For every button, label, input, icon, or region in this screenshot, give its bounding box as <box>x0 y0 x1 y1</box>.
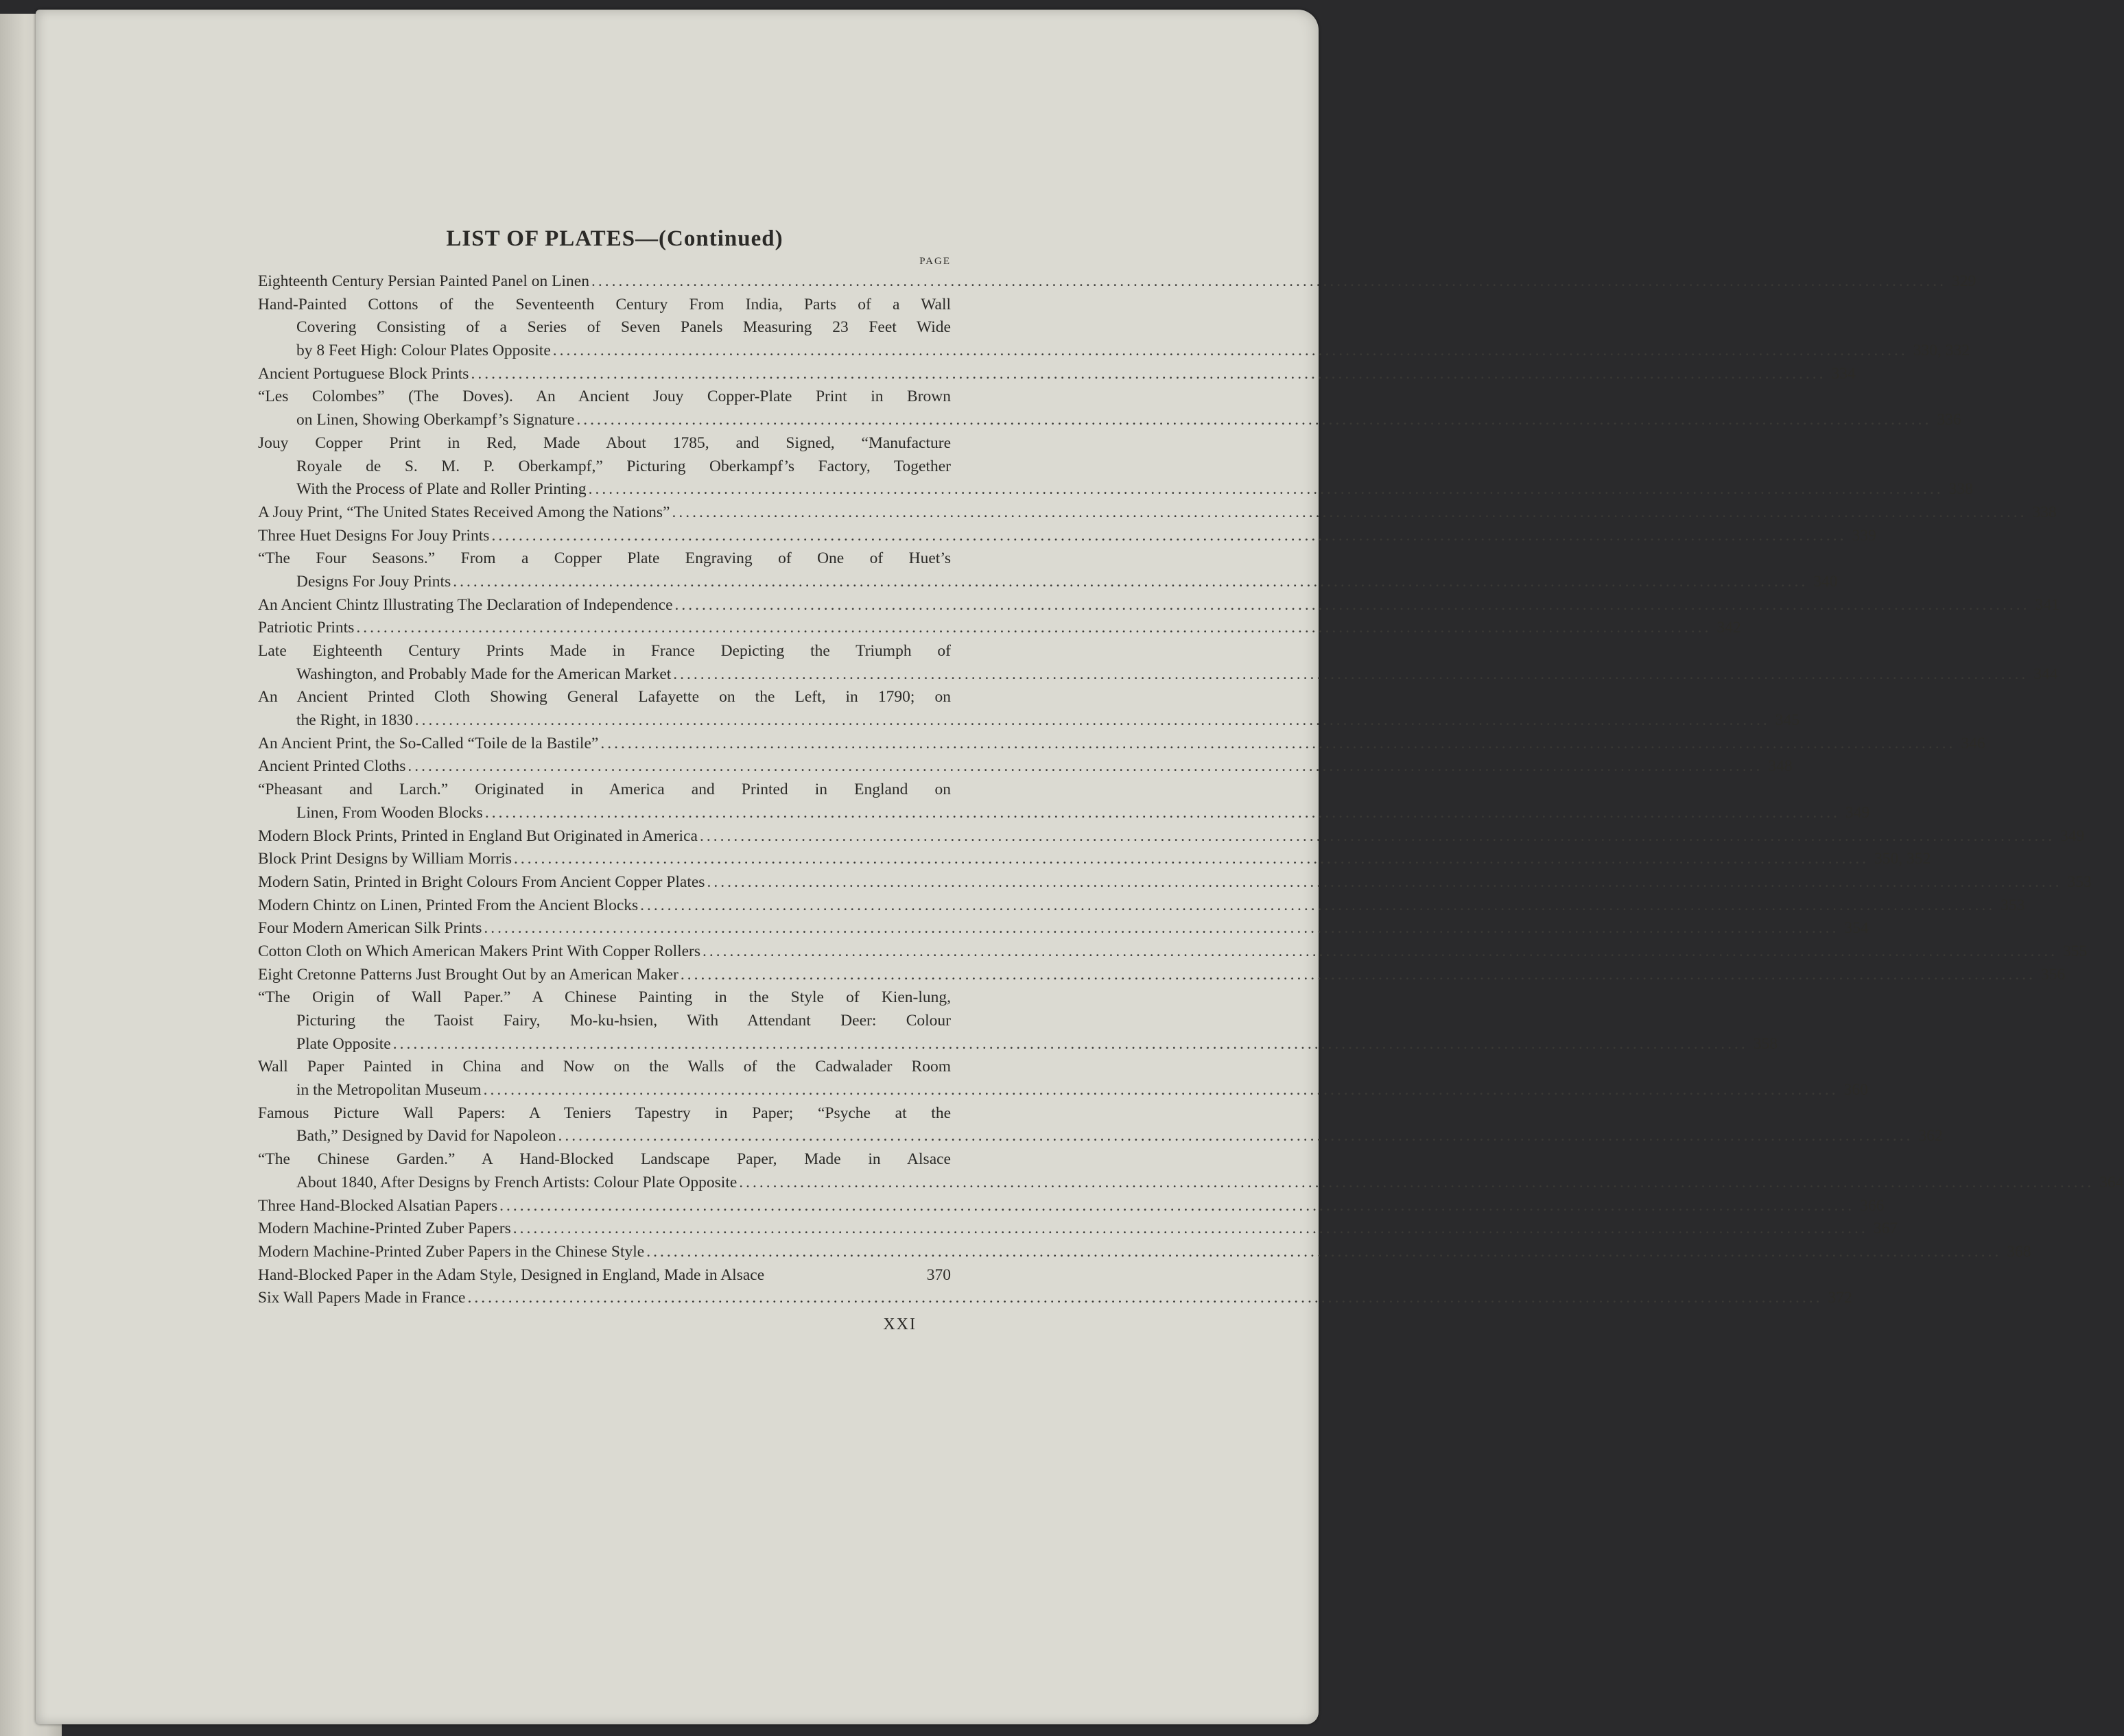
dot-leader: ........................................................................................................................................................................................................ <box>588 480 1944 499</box>
plate-entry-line <box>258 432 951 455</box>
plate-entry-text: Block Print Designs by William Morris <box>258 850 512 868</box>
plate-entry-line <box>258 525 1876 548</box>
plate-entry-line <box>258 1102 951 1126</box>
plate-entry-text: Ancient Printed Cloths <box>258 757 406 776</box>
dot-leader: ........................................................................................................................................................................................................ <box>392 1034 1748 1053</box>
plate-entry-text: An Ancient Chintz Illustrating The Declaration of Independence <box>258 595 673 614</box>
plate-page-number: 329 <box>1951 272 1976 290</box>
dot-leader: ........................................................................................................................................................................................................ <box>703 942 2058 960</box>
plate-page-number: 367 <box>1873 1220 1898 1238</box>
plate-entry-text: “Les Colombes” (The Doves). An Ancient Jouy Copper-Plate Print in Brown <box>258 388 951 406</box>
plate-page-number: 349 <box>2060 827 2085 845</box>
plate-entry-text: With the Process of Plate and Roller Printing <box>296 480 587 499</box>
plate-page-number: 339 <box>1852 526 1876 545</box>
plate-entry-line <box>258 340 1970 363</box>
plate-entry-line <box>258 1287 1852 1310</box>
dot-leader: ........................................................................................................................................................................................................ <box>646 1242 2002 1261</box>
plate-entry-text: “The Origin of Wall Paper.” A Chinese Painting in the Style of Kien-lung, <box>258 988 951 1007</box>
plate-entry-text: Eight Cretonne Patterns Just Brought Out by an American Maker <box>258 965 678 984</box>
dot-leader: ........................................................................................................................................................................................................ <box>499 1196 1855 1215</box>
plate-entry-line <box>258 316 951 340</box>
dot-leader: ........................................................................................................................................................................................................ <box>699 827 2055 845</box>
plate-entry-text: “The Chinese Garden.” A Hand-Blocked Landscape Paper, Made in Alsace <box>258 1150 951 1169</box>
dot-leader: ........................................................................................................................................................................................................ <box>739 1173 2094 1191</box>
plate-page-number: 370 <box>926 1265 951 1284</box>
dot-leader: ........................................................................................................................................................................................................ <box>356 619 1712 637</box>
plate-page-number: 353 <box>2001 896 2025 914</box>
plate-page-number: 344 <box>2033 665 2058 683</box>
dot-leader: ........................................................................................................................................................................................................ <box>512 1220 1868 1238</box>
dot-leader: ........................................................................................................................................................................................................ <box>453 572 1808 591</box>
plate-entry-text: Three Huet Designs For Jouy Prints <box>258 526 490 545</box>
plate-entry-line <box>258 1125 1943 1148</box>
dot-leader: ........................................................................................................................................................................................................ <box>707 872 2062 891</box>
plate-entry-line <box>258 848 1931 871</box>
plate-entry-line <box>258 1172 2124 1195</box>
plate-entry-line <box>258 1241 2031 1264</box>
dot-leader: ........................................................................................................................................................................................................ <box>576 411 1932 429</box>
plate-page-number: 372 <box>1828 1289 1852 1307</box>
dot-leader: ........................................................................................................................................................................................................ <box>680 965 2036 984</box>
plate-entry-text: Famous Picture Wall Papers: A Teniers Tapestry in Paper; “Psyche at the <box>258 1104 951 1122</box>
dot-leader: ........................................................................................................................................................................................................ <box>471 364 1826 383</box>
plate-entry-text: by 8 Feet High: Colour Plates Opposite <box>296 342 551 360</box>
dot-leader: ........................................................................................................................................................................................................ <box>640 896 1996 914</box>
plate-page-number: 360 <box>1843 1081 1868 1099</box>
plate-entry-line <box>258 1264 951 1287</box>
plate-page-number: 330, 332 <box>1913 342 1970 360</box>
plate-entry-line <box>258 917 1869 940</box>
plate-entry-text: Modern Satin, Printed in Bright Colours From Ancient Copper Plates <box>258 872 705 891</box>
page-folio: XXI <box>883 1315 917 1333</box>
plate-entry-line <box>258 964 2066 987</box>
plate-entry-text: on Linen, Showing Oberkampf’s Signature <box>296 411 575 429</box>
plate-entry-text: An Ancient Print, the So-Called “Toile de la Bastile” <box>258 734 599 752</box>
plate-entry-line <box>258 409 1961 432</box>
plate-entry-text: Bath,” Designed by David for Napoleon <box>296 1127 556 1145</box>
plate-page-number: 341 <box>2035 595 2060 614</box>
plate-entry-line <box>258 733 1985 756</box>
plate-entry-text: Eighteenth Century Persian Painted Panel on Linen <box>258 272 589 290</box>
plate-entry-line <box>258 1079 1868 1102</box>
dot-leader: ........................................................................................................................................................................................................ <box>408 757 1763 776</box>
plate-entry-line <box>258 455 951 479</box>
plate-entry-line <box>258 571 1838 594</box>
plate-entry-line <box>258 478 1973 501</box>
plate-entry-line <box>258 640 951 663</box>
plate-page-number: 356 <box>2040 965 2066 984</box>
plate-entry-text: Royale de S. M. P. Oberkampf,” Picturing Oberkampf’s Factory, Together <box>296 457 951 475</box>
plate-entry-text: Cotton Cloth on Which American Makers Print With Copper Rollers <box>258 942 701 960</box>
plate-entry-text: Hand-Blocked Paper in the Adam Style, Designed in England, Made in Alsace <box>258 1265 765 1284</box>
plate-entry-text: Modern Machine-Printed Zuber Papers <box>258 1220 511 1238</box>
dot-leader: ........................................................................................................................................................................................................ <box>558 1127 1913 1145</box>
plate-entry-line <box>258 663 2058 687</box>
plate-entry-line <box>258 940 2088 964</box>
plate-page-number: 338 <box>1948 480 1973 499</box>
plate-entry-line <box>258 1056 951 1079</box>
plate-entry-line <box>258 825 2085 848</box>
plate-page-number: 346 <box>1961 734 1985 752</box>
plate-entry-line <box>258 385 951 409</box>
plate-entry-text: Picturing the Taoist Fairy, Mo-ku-hsien, With Attendant Deer: Colour <box>296 1012 951 1030</box>
plate-entry-text: Designs For Jouy Prints <box>296 572 451 591</box>
plate-entry-text: Four Modern American Silk Prints <box>258 919 482 938</box>
page-content <box>258 224 2124 1334</box>
plate-entry-line <box>258 894 2025 918</box>
dot-leader: ........................................................................................................................................................................................................ <box>483 1081 1839 1099</box>
plate-entry-text: About 1840, After Designs by French Artists: Colour Plate Opposite <box>296 1173 738 1191</box>
plate-page-number: 354 <box>1844 919 1869 938</box>
plate-entry-text: Linen, From Wooden Blocks <box>296 803 483 822</box>
plate-entry-line <box>258 802 1870 825</box>
plate-entry-text: “The Four Seasons.” From a Copper Plate Engraving of One of Huet’s <box>258 549 951 568</box>
plate-entry-text: Late Eighteenth Century Prints Made in France Depicting the Triumph of <box>258 642 951 660</box>
plate-entry-text: in the Metropolitan Museum <box>296 1081 482 1099</box>
plate-entry-text: Ancient Portuguese Block Prints <box>258 364 469 383</box>
plate-page-number: 349 <box>1845 803 1870 822</box>
dot-leader: ........................................................................................................................................................................................................ <box>484 919 1839 938</box>
plate-page-number: 338 <box>2032 503 2057 521</box>
plate-entry-text: Hand-Painted Cottons of the Seventeenth Century From India, Parts of a Wall <box>258 295 951 313</box>
plate-entry-text: Covering Consisting of a Series of Seven Panels Measuring 23 Feet Wide <box>296 318 951 337</box>
plate-page-number: 362 <box>1918 1127 1943 1145</box>
plates-list <box>258 270 2124 1310</box>
plate-entry-text: Wall Paper Painted in China and Now on the Walls of the Cadwalader Room <box>258 1058 951 1076</box>
plate-entry-text: Modern Machine-Printed Zuber Papers in the Chinese Style <box>258 1242 645 1261</box>
plate-entry-line <box>258 1148 951 1172</box>
plate-page-number: 345 <box>1775 711 1800 730</box>
plate-entry-line <box>258 1010 951 1033</box>
plate-entry-line <box>258 1195 1885 1218</box>
plate-entry-line <box>258 778 951 802</box>
plate-entry-line <box>258 594 2060 617</box>
book-page <box>36 10 2124 1724</box>
plate-page-number: 364 <box>2099 1173 2124 1191</box>
plate-entry-line <box>258 363 1856 386</box>
plate-entry-text: Three Hand-Blocked Alsatian Papers <box>258 1196 498 1215</box>
plate-entry-line <box>258 270 1976 294</box>
plate-entry-text: Jouy Copper Print in Red, Made About 1785, and Signed, “Manufacture <box>258 433 951 452</box>
plate-page-number: 355 <box>2063 942 2088 960</box>
dot-leader: ........................................................................................................................................................................................................ <box>484 803 1840 822</box>
dot-leader: ........................................................................................................................................................................................................ <box>591 272 1946 290</box>
plate-entry-text: Six Wall Papers Made in France <box>258 1289 466 1307</box>
plate-entry-line <box>258 986 951 1010</box>
plate-entry-line <box>258 501 2057 525</box>
dot-leader: ........................................................................................................................................................................................................ <box>467 1289 1823 1307</box>
plate-page-number: 342 <box>1716 619 1741 637</box>
plate-entry-text: Modern Block Prints, Printed in England But Originated in America <box>258 827 698 845</box>
dot-leader: ........................................................................................................................................................................................................ <box>514 850 1869 868</box>
dot-leader: ........................................................................................................................................................................................................ <box>673 665 2029 683</box>
plate-entry-line <box>258 1033 1778 1056</box>
plate-entry-text: Washington, and Probably Made for the American Market <box>296 665 672 683</box>
plate-entry-line <box>258 547 951 571</box>
plate-entry-line <box>258 686 951 709</box>
plate-page-number: 366 <box>1860 1196 1885 1215</box>
dot-leader: ........................................................................................................................................................................................................ <box>672 503 2027 521</box>
plate-page-number: 348 <box>1768 757 1793 776</box>
plate-page-number: 353 <box>2067 872 2092 891</box>
plate-entry-text: Plate Opposite <box>296 1034 391 1053</box>
plate-entry-line <box>258 871 2092 894</box>
plate-entry-line <box>258 617 1741 640</box>
plate-page-number: 334 <box>1831 364 1856 383</box>
dot-leader: ........................................................................................................................................................................................................ <box>552 342 1908 360</box>
dot-leader: ........................................................................................................................................................................................................ <box>600 734 1956 752</box>
plate-page-number: 358 <box>1753 1034 1778 1053</box>
dot-leader: ........................................................................................................................................................................................................ <box>414 711 1770 730</box>
plate-page-number: 350, 352 <box>1874 850 1931 868</box>
plate-page-number: 340 <box>1813 572 1838 591</box>
plate-entry-line <box>258 1217 1898 1241</box>
plate-entry-line <box>258 294 951 317</box>
dot-leader: ........................................................................................................................................................................................................ <box>674 595 2030 614</box>
page-title: LIST OF PLATES—(Continued) <box>446 226 783 251</box>
dot-leader: ........................................................................................................................................................................................................ <box>491 526 1847 545</box>
plate-entry-text: Modern Chintz on Linen, Printed From the Ancient Blocks <box>258 896 639 914</box>
plate-entry-line <box>258 755 1793 778</box>
plate-entry-text: An Ancient Printed Cloth Showing General Lafayette on the Left, in 1790; on <box>258 688 951 706</box>
plate-entry-line <box>258 709 1800 733</box>
plate-page-number: 336 <box>1937 411 1961 429</box>
plate-page-number: 368 <box>2007 1242 2031 1261</box>
page-column-heading: PAGE <box>919 256 951 267</box>
plate-entry-text: Patriotic Prints <box>258 619 355 637</box>
plate-entry-text: the Right, in 1830 <box>296 711 413 730</box>
plate-entry-text: “Pheasant and Larch.” Originated in America and Printed in England on <box>258 781 951 799</box>
plate-entry-text: A Jouy Print, “The United States Received Among the Nations” <box>258 503 670 521</box>
